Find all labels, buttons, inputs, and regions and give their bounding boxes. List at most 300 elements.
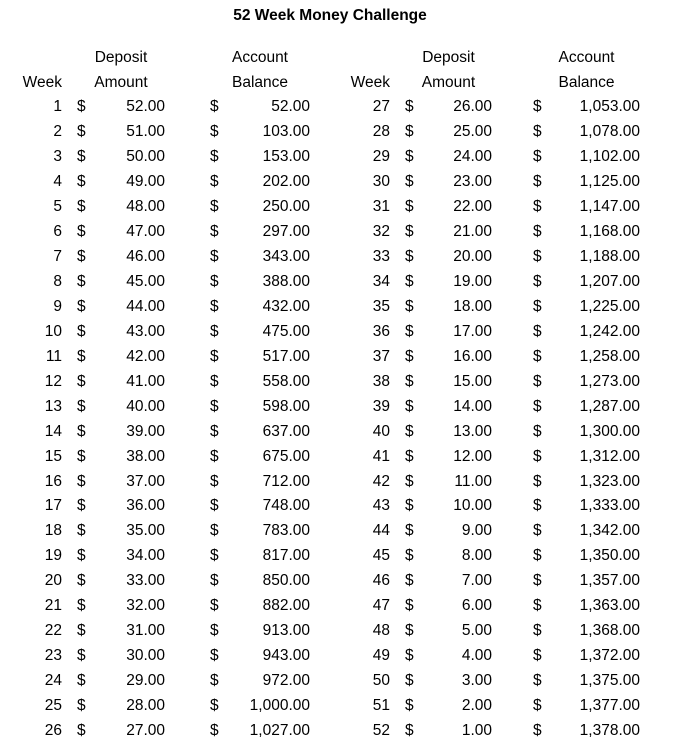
balance-cell <box>533 348 640 366</box>
balance-cell <box>210 423 310 441</box>
dollar-sign: $ <box>77 522 86 540</box>
deposit-cell <box>405 323 492 341</box>
deposit-cell-value: 21.00 <box>453 223 492 241</box>
balance-cell <box>210 373 310 391</box>
deposit-cell <box>405 572 492 590</box>
dollar-sign: $ <box>77 622 86 640</box>
balance-cell-value: 517.00 <box>262 347 310 365</box>
deposit-cell <box>405 123 492 141</box>
balance-cell <box>210 647 310 665</box>
deposit-cell <box>405 373 492 391</box>
week-cell: 43 <box>372 497 390 515</box>
balance-cell <box>210 398 310 416</box>
deposit-cell-value: 29.00 <box>126 672 165 690</box>
balance-cell-value: 1,258.00 <box>579 347 640 365</box>
balance-cell <box>210 497 310 515</box>
week-cell: 6 <box>53 223 62 241</box>
balance-cell <box>210 473 310 491</box>
table-row <box>22 619 310 644</box>
deposit-cell-value: 22.00 <box>453 198 492 216</box>
deposit-cell <box>405 722 492 740</box>
deposit-cell-value: 34.00 <box>126 547 165 565</box>
balance-cell <box>533 198 640 216</box>
dollar-sign: $ <box>533 223 542 241</box>
balance-cell-value: 712.00 <box>262 472 310 490</box>
dollar-sign: $ <box>533 347 542 365</box>
dollar-sign: $ <box>405 497 414 515</box>
deposit-cell <box>77 98 165 116</box>
dollar-sign: $ <box>405 98 414 116</box>
deposit-cell <box>405 622 492 640</box>
deposit-cell <box>77 597 165 615</box>
week-cell: 16 <box>44 472 62 490</box>
week-cell: 37 <box>372 347 390 365</box>
weeks-1-26-table <box>22 45 310 743</box>
deposit-cell <box>405 522 492 540</box>
balance-cell-value: 153.00 <box>262 148 310 166</box>
week-cell: 8 <box>53 273 62 291</box>
week-cell: 36 <box>372 322 390 340</box>
deposit-cell <box>77 248 165 266</box>
balance-cell <box>210 98 310 116</box>
balance-cell-value: 1,242.00 <box>579 322 640 340</box>
deposit-cell-value: 40.00 <box>126 397 165 415</box>
deposit-cell <box>405 248 492 266</box>
balance-cell <box>210 622 310 640</box>
balance-cell-value: 1,378.00 <box>579 721 640 739</box>
week-cell: 52 <box>372 721 390 739</box>
balance-cell <box>533 473 640 491</box>
deposit-cell-value: 37.00 <box>126 472 165 490</box>
balance-cell-value: 1,357.00 <box>579 572 640 590</box>
deposit-cell-value: 4.00 <box>461 647 492 665</box>
week-cell: 33 <box>372 248 390 266</box>
balance-cell <box>210 722 310 740</box>
dollar-sign: $ <box>533 597 542 615</box>
balance-cell <box>533 123 640 141</box>
balance-cell <box>533 647 640 665</box>
dollar-sign: $ <box>210 347 219 365</box>
dollar-sign: $ <box>405 522 414 540</box>
balance-cell-value: 1,125.00 <box>579 173 640 191</box>
week-header: Week <box>22 73 62 91</box>
deposit-cell <box>77 398 165 416</box>
dollar-sign: $ <box>533 198 542 216</box>
deposit-cell-value: 39.00 <box>126 422 165 440</box>
dollar-sign: $ <box>533 422 542 440</box>
balance-cell-value: 1,102.00 <box>579 148 640 166</box>
dollar-sign: $ <box>405 248 414 266</box>
table-row <box>22 718 310 743</box>
table-row <box>350 369 640 394</box>
week-cell: 46 <box>372 572 390 590</box>
balance-cell <box>533 398 640 416</box>
balance-cell-value: 1,372.00 <box>579 647 640 665</box>
dollar-sign: $ <box>533 522 542 540</box>
table-row <box>350 544 640 569</box>
deposit-cell <box>405 547 492 565</box>
dollar-sign: $ <box>77 397 86 415</box>
balance-cell-value: 1,147.00 <box>579 198 640 216</box>
deposit-cell-value: 8.00 <box>461 547 492 565</box>
table-row <box>350 519 640 544</box>
deposit-cell-value: 43.00 <box>126 322 165 340</box>
balance-cell <box>533 223 640 241</box>
table-row <box>350 95 640 120</box>
deposit-cell-value: 38.00 <box>126 447 165 465</box>
table-row <box>350 444 640 469</box>
dollar-sign: $ <box>77 422 86 440</box>
header-row-1 <box>350 45 640 70</box>
deposit-cell-value: 13.00 <box>453 422 492 440</box>
balance-cell-value: 1,312.00 <box>579 447 640 465</box>
week-cell: 45 <box>372 547 390 565</box>
dollar-sign: $ <box>77 223 86 241</box>
dollar-sign: $ <box>77 198 86 216</box>
balance-cell <box>210 273 310 291</box>
dollar-sign: $ <box>77 98 86 116</box>
dollar-sign: $ <box>405 297 414 315</box>
header-row-2 <box>22 70 310 95</box>
dollar-sign: $ <box>210 123 219 141</box>
balance-cell-value: 598.00 <box>262 397 310 415</box>
table-row <box>350 120 640 145</box>
balance-cell <box>210 572 310 590</box>
dollar-sign: $ <box>77 123 86 141</box>
week-cell: 49 <box>372 647 390 665</box>
balance-cell <box>533 497 640 515</box>
dollar-sign: $ <box>405 647 414 665</box>
deposit-cell-value: 9.00 <box>461 522 492 540</box>
deposit-cell-value: 35.00 <box>126 522 165 540</box>
balance-cell-value: 1,188.00 <box>579 248 640 266</box>
account-header-line1: Account <box>231 48 288 66</box>
week-cell: 50 <box>372 672 390 690</box>
deposit-cell <box>77 473 165 491</box>
balance-cell <box>210 547 310 565</box>
table-row <box>350 295 640 320</box>
dollar-sign: $ <box>210 522 219 540</box>
week-cell: 34 <box>372 273 390 291</box>
deposit-cell <box>77 672 165 690</box>
deposit-cell-value: 23.00 <box>453 173 492 191</box>
dollar-sign: $ <box>210 273 219 291</box>
dollar-sign: $ <box>533 148 542 166</box>
dollar-sign: $ <box>77 297 86 315</box>
deposit-cell <box>405 398 492 416</box>
dollar-sign: $ <box>210 447 219 465</box>
deposit-cell <box>77 448 165 466</box>
week-cell: 30 <box>372 173 390 191</box>
table-row <box>350 245 640 270</box>
week-header: Week <box>350 73 390 91</box>
dollar-sign: $ <box>210 647 219 665</box>
table-row <box>350 669 640 694</box>
balance-cell-value: 817.00 <box>262 547 310 565</box>
balance-cell-value: 1,377.00 <box>579 696 640 714</box>
table-row <box>22 694 310 719</box>
week-cell: 39 <box>372 397 390 415</box>
balance-cell-value: 202.00 <box>262 173 310 191</box>
dollar-sign: $ <box>405 472 414 490</box>
deposit-cell <box>405 198 492 216</box>
balance-cell <box>210 173 310 191</box>
balance-cell <box>210 697 310 715</box>
account-header-line2: Balance <box>231 73 288 91</box>
table-row <box>350 195 640 220</box>
dollar-sign: $ <box>77 372 86 390</box>
balance-cell <box>533 248 640 266</box>
table-row <box>350 494 640 519</box>
deposit-cell <box>405 473 492 491</box>
deposit-cell-value: 7.00 <box>461 572 492 590</box>
table-row <box>22 544 310 569</box>
deposit-header-line2: Amount <box>421 73 476 91</box>
balance-cell-value: 1,000.00 <box>249 696 310 714</box>
dollar-sign: $ <box>210 597 219 615</box>
balance-cell-value: 432.00 <box>262 297 310 315</box>
table-row <box>22 120 310 145</box>
dollar-sign: $ <box>210 148 219 166</box>
dollar-sign: $ <box>210 422 219 440</box>
table-row <box>350 344 640 369</box>
deposit-cell-value: 10.00 <box>453 497 492 515</box>
balance-cell <box>210 522 310 540</box>
week-cell: 51 <box>372 696 390 714</box>
deposit-cell <box>77 522 165 540</box>
deposit-cell-value: 5.00 <box>461 622 492 640</box>
balance-cell-value: 913.00 <box>262 622 310 640</box>
table-row <box>22 569 310 594</box>
table-row <box>350 394 640 419</box>
balance-cell <box>210 298 310 316</box>
table-row <box>350 569 640 594</box>
week-cell: 19 <box>44 547 62 565</box>
deposit-cell-value: 14.00 <box>453 397 492 415</box>
deposit-cell <box>77 198 165 216</box>
week-cell: 9 <box>53 297 62 315</box>
dollar-sign: $ <box>210 622 219 640</box>
dollar-sign: $ <box>405 597 414 615</box>
deposit-cell-value: 12.00 <box>453 447 492 465</box>
deposit-cell-value: 6.00 <box>461 597 492 615</box>
week-cell: 42 <box>372 472 390 490</box>
deposit-cell-value: 28.00 <box>126 696 165 714</box>
deposit-cell-value: 33.00 <box>126 572 165 590</box>
dollar-sign: $ <box>405 696 414 714</box>
deposit-cell <box>405 423 492 441</box>
deposit-cell-value: 50.00 <box>126 148 165 166</box>
deposit-cell <box>77 647 165 665</box>
balance-cell <box>210 123 310 141</box>
balance-cell <box>210 672 310 690</box>
week-cell: 47 <box>372 597 390 615</box>
deposit-cell <box>77 497 165 515</box>
table-row <box>350 170 640 195</box>
table-row <box>22 319 310 344</box>
dollar-sign: $ <box>533 622 542 640</box>
table-row <box>350 469 640 494</box>
deposit-cell-value: 31.00 <box>126 622 165 640</box>
dollar-sign: $ <box>533 497 542 515</box>
dollar-sign: $ <box>210 173 219 191</box>
deposit-cell <box>405 223 492 241</box>
deposit-cell <box>77 697 165 715</box>
dollar-sign: $ <box>77 696 86 714</box>
balance-cell-value: 1,207.00 <box>579 273 640 291</box>
dollar-sign: $ <box>533 397 542 415</box>
dollar-sign: $ <box>77 347 86 365</box>
week-cell: 23 <box>44 647 62 665</box>
week-cell: 31 <box>372 198 390 216</box>
week-cell: 38 <box>372 372 390 390</box>
deposit-cell-value: 42.00 <box>126 347 165 365</box>
deposit-cell-value: 30.00 <box>126 647 165 665</box>
balance-cell-value: 1,273.00 <box>579 372 640 390</box>
dollar-sign: $ <box>210 248 219 266</box>
deposit-cell-value: 44.00 <box>126 297 165 315</box>
dollar-sign: $ <box>405 397 414 415</box>
dollar-sign: $ <box>405 123 414 141</box>
tables-container <box>0 45 695 743</box>
week-cell: 28 <box>372 123 390 141</box>
table-row <box>22 220 310 245</box>
table-row <box>22 519 310 544</box>
dollar-sign: $ <box>405 572 414 590</box>
dollar-sign: $ <box>210 223 219 241</box>
balance-cell <box>533 298 640 316</box>
balance-cell-value: 1,342.00 <box>579 522 640 540</box>
deposit-cell-value: 24.00 <box>453 148 492 166</box>
table-body-weeks-1-26 <box>22 95 310 743</box>
dollar-sign: $ <box>533 547 542 565</box>
deposit-cell <box>77 173 165 191</box>
deposit-cell <box>77 273 165 291</box>
balance-cell <box>533 148 640 166</box>
balance-cell-value: 1,225.00 <box>579 297 640 315</box>
dollar-sign: $ <box>77 148 86 166</box>
deposit-header-line1: Deposit <box>422 48 475 66</box>
balance-cell <box>533 722 640 740</box>
balance-cell <box>210 248 310 266</box>
deposit-cell <box>405 697 492 715</box>
deposit-cell <box>405 298 492 316</box>
deposit-cell-value: 17.00 <box>453 322 492 340</box>
dollar-sign: $ <box>77 721 86 739</box>
dollar-sign: $ <box>533 98 542 116</box>
week-cell: 13 <box>44 397 62 415</box>
table-row <box>350 694 640 719</box>
dollar-sign: $ <box>405 622 414 640</box>
table-row <box>22 469 310 494</box>
week-cell: 1 <box>53 98 62 116</box>
balance-cell-value: 297.00 <box>262 223 310 241</box>
week-cell: 41 <box>372 447 390 465</box>
balance-cell-value: 675.00 <box>262 447 310 465</box>
dollar-sign: $ <box>210 397 219 415</box>
week-cell: 18 <box>44 522 62 540</box>
week-cell: 12 <box>44 372 62 390</box>
deposit-cell-value: 32.00 <box>126 597 165 615</box>
table-row <box>350 145 640 170</box>
balance-cell <box>210 323 310 341</box>
deposit-cell <box>405 98 492 116</box>
balance-cell <box>533 622 640 640</box>
table-row <box>22 295 310 320</box>
dollar-sign: $ <box>405 148 414 166</box>
dollar-sign: $ <box>533 696 542 714</box>
dollar-sign: $ <box>77 572 86 590</box>
balance-cell-value: 1,027.00 <box>249 721 310 739</box>
week-cell: 40 <box>372 422 390 440</box>
deposit-cell-value: 26.00 <box>453 98 492 116</box>
deposit-cell-value: 11.00 <box>454 472 492 490</box>
balance-cell-value: 388.00 <box>262 273 310 291</box>
deposit-cell-value: 46.00 <box>126 248 165 266</box>
week-cell: 25 <box>44 696 62 714</box>
table-row <box>350 319 640 344</box>
deposit-cell-value: 47.00 <box>126 223 165 241</box>
deposit-header-line2: Amount <box>94 73 148 91</box>
balance-cell <box>533 522 640 540</box>
week-cell: 29 <box>372 148 390 166</box>
dollar-sign: $ <box>405 672 414 690</box>
table-row <box>22 644 310 669</box>
dollar-sign: $ <box>533 123 542 141</box>
dollar-sign: $ <box>405 372 414 390</box>
dollar-sign: $ <box>405 447 414 465</box>
week-cell: 35 <box>372 297 390 315</box>
table-body-weeks-27-52 <box>350 95 640 743</box>
balance-cell-value: 1,375.00 <box>579 672 640 690</box>
deposit-cell <box>77 722 165 740</box>
deposit-cell-value: 27.00 <box>126 721 165 739</box>
table-row <box>350 718 640 743</box>
table-row <box>22 369 310 394</box>
balance-cell-value: 1,300.00 <box>579 422 640 440</box>
dollar-sign: $ <box>405 347 414 365</box>
table-row <box>350 644 640 669</box>
dollar-sign: $ <box>405 322 414 340</box>
dollar-sign: $ <box>77 248 86 266</box>
table-row <box>22 394 310 419</box>
week-cell: 26 <box>44 721 62 739</box>
deposit-cell <box>77 348 165 366</box>
balance-cell-value: 475.00 <box>262 322 310 340</box>
balance-cell <box>533 697 640 715</box>
dollar-sign: $ <box>77 672 86 690</box>
deposit-cell-value: 1.00 <box>461 721 492 739</box>
balance-cell-value: 1,287.00 <box>579 397 640 415</box>
dollar-sign: $ <box>210 198 219 216</box>
table-row <box>22 145 310 170</box>
dollar-sign: $ <box>210 297 219 315</box>
dollar-sign: $ <box>533 372 542 390</box>
balance-cell-value: 637.00 <box>262 422 310 440</box>
deposit-cell <box>405 647 492 665</box>
deposit-cell-value: 19.00 <box>453 273 492 291</box>
week-cell: 14 <box>44 422 62 440</box>
week-cell: 3 <box>53 148 62 166</box>
week-cell: 21 <box>44 597 62 615</box>
dollar-sign: $ <box>405 198 414 216</box>
dollar-sign: $ <box>77 173 86 191</box>
dollar-sign: $ <box>77 497 86 515</box>
table-row <box>22 95 310 120</box>
dollar-sign: $ <box>77 447 86 465</box>
dollar-sign: $ <box>405 223 414 241</box>
balance-cell-value: 103.00 <box>262 123 310 141</box>
